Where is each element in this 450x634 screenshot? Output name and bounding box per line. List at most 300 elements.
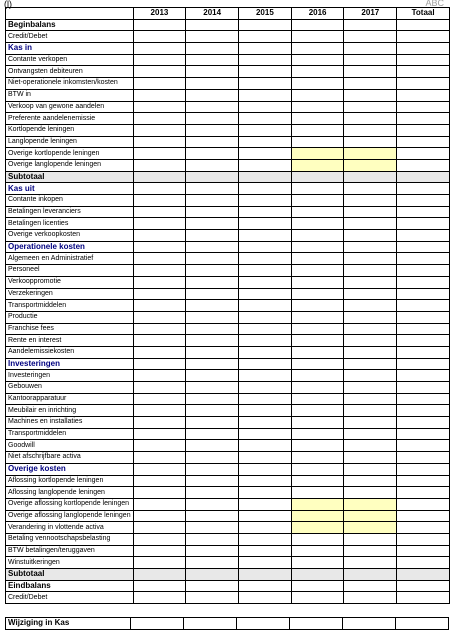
value-cell[interactable] [186,19,239,31]
value-cell[interactable] [291,498,344,510]
value-cell[interactable] [291,323,344,335]
value-cell[interactable] [344,31,397,43]
value-cell[interactable] [397,487,450,499]
value-cell[interactable] [397,265,450,277]
value-cell[interactable] [239,78,292,90]
value-cell[interactable] [186,346,239,358]
value-cell[interactable] [186,393,239,405]
value-cell[interactable] [344,66,397,78]
value-cell[interactable] [133,592,186,604]
value-cell[interactable] [239,440,292,452]
value-cell[interactable] [344,557,397,569]
value-cell[interactable] [186,592,239,604]
value-cell[interactable] [397,393,450,405]
value-cell[interactable] [291,510,344,522]
value-cell[interactable] [186,113,239,125]
value-cell[interactable] [133,545,186,557]
value-cell[interactable] [186,487,239,499]
value-cell[interactable] [239,206,292,218]
value-cell[interactable] [344,89,397,101]
value-cell[interactable] [186,171,239,183]
value-cell[interactable] [397,206,450,218]
value-cell[interactable] [239,19,292,31]
value-cell[interactable] [133,346,186,358]
header-col-totaal[interactable]: Totaal [397,8,450,20]
value-cell[interactable] [186,522,239,534]
value-cell[interactable] [344,148,397,160]
value-cell[interactable] [133,463,186,475]
value-cell[interactable] [133,89,186,101]
value-cell[interactable] [344,475,397,487]
value-cell[interactable] [186,265,239,277]
value-cell[interactable] [344,335,397,347]
value-cell[interactable] [397,417,450,429]
value-cell[interactable] [291,148,344,160]
value-cell[interactable] [239,276,292,288]
value-cell[interactable] [344,300,397,312]
value-cell[interactable] [291,19,344,31]
value-cell[interactable] [291,230,344,242]
value-cell[interactable] [397,159,450,171]
value-cell[interactable] [239,311,292,323]
value-cell[interactable] [186,253,239,265]
value-cell[interactable] [239,253,292,265]
value-cell[interactable] [239,580,292,592]
value-cell[interactable] [397,557,450,569]
value-cell[interactable] [186,136,239,148]
value-cell[interactable] [291,54,344,66]
value-cell[interactable] [133,206,186,218]
value-cell[interactable] [397,66,450,78]
value-cell[interactable] [186,440,239,452]
value-cell[interactable] [186,195,239,207]
value-cell[interactable] [344,463,397,475]
value-cell[interactable] [344,124,397,136]
value-cell[interactable] [397,300,450,312]
value-cell[interactable] [186,358,239,370]
value-cell[interactable] [186,101,239,113]
value-cell[interactable] [239,31,292,43]
value-cell[interactable] [397,230,450,242]
value-cell[interactable] [239,136,292,148]
value-cell[interactable] [239,241,292,253]
value-cell[interactable] [291,300,344,312]
value-cell[interactable] [239,300,292,312]
value-cell[interactable] [133,101,186,113]
value-cell[interactable] [397,545,450,557]
value-cell[interactable] [133,417,186,429]
value-cell[interactable] [133,19,186,31]
value-cell[interactable] [291,417,344,429]
value-cell[interactable] [133,300,186,312]
value-cell[interactable] [291,276,344,288]
value-cell[interactable] [133,230,186,242]
value-cell[interactable] [239,417,292,429]
value-cell[interactable] [133,533,186,545]
value-cell[interactable] [239,43,292,55]
value-cell[interactable] [291,253,344,265]
value-cell[interactable] [186,545,239,557]
value-cell[interactable] [291,580,344,592]
value-cell[interactable] [239,569,292,581]
value-cell[interactable] [397,54,450,66]
value-cell[interactable] [344,417,397,429]
value-cell[interactable] [239,358,292,370]
value-cell[interactable] [397,311,450,323]
value-cell[interactable] [133,171,186,183]
value-cell[interactable] [397,569,450,581]
value-cell[interactable] [397,124,450,136]
header-col-2013[interactable]: 2013 [133,8,186,20]
header-col-2015[interactable]: 2015 [239,8,292,20]
value-cell[interactable] [397,136,450,148]
value-cell[interactable] [133,311,186,323]
value-cell[interactable] [344,323,397,335]
value-cell[interactable] [397,346,450,358]
value-cell[interactable] [186,288,239,300]
value-cell[interactable] [239,498,292,510]
value-cell[interactable] [239,393,292,405]
value-cell[interactable] [186,300,239,312]
value-cell[interactable] [344,43,397,55]
value-cell[interactable] [133,253,186,265]
value-cell[interactable] [133,31,186,43]
value-cell[interactable] [133,475,186,487]
value-cell[interactable] [239,382,292,394]
value-cell[interactable] [133,487,186,499]
value-cell[interactable] [133,265,186,277]
value-cell[interactable] [186,148,239,160]
value-cell[interactable] [397,533,450,545]
value-cell[interactable] [133,148,186,160]
value-cell[interactable] [239,405,292,417]
value-cell[interactable] [186,557,239,569]
value-cell[interactable] [133,124,186,136]
value-cell[interactable] [239,335,292,347]
value-cell[interactable] [133,335,186,347]
value-cell[interactable] [344,288,397,300]
cash-change-cell-2017[interactable] [343,618,396,630]
value-cell[interactable] [397,382,450,394]
value-cell[interactable] [133,113,186,125]
value-cell[interactable] [291,487,344,499]
value-cell[interactable] [291,358,344,370]
value-cell[interactable] [397,452,450,464]
value-cell[interactable] [186,370,239,382]
value-cell[interactable] [133,580,186,592]
value-cell[interactable] [133,195,186,207]
value-cell[interactable] [186,475,239,487]
cash-change-cell-2013[interactable] [131,618,184,630]
value-cell[interactable] [186,463,239,475]
value-cell[interactable] [186,31,239,43]
value-cell[interactable] [397,113,450,125]
value-cell[interactable] [239,66,292,78]
value-cell[interactable] [133,218,186,230]
value-cell[interactable] [397,580,450,592]
value-cell[interactable] [397,253,450,265]
value-cell[interactable] [397,19,450,31]
value-cell[interactable] [397,148,450,160]
value-cell[interactable] [186,417,239,429]
value-cell[interactable] [397,440,450,452]
value-cell[interactable] [291,78,344,90]
value-cell[interactable] [344,393,397,405]
value-cell[interactable] [344,78,397,90]
value-cell[interactable] [133,323,186,335]
value-cell[interactable] [239,475,292,487]
value-cell[interactable] [397,288,450,300]
value-cell[interactable] [344,230,397,242]
value-cell[interactable] [344,101,397,113]
value-cell[interactable] [397,241,450,253]
value-cell[interactable] [291,183,344,195]
value-cell[interactable] [239,487,292,499]
value-cell[interactable] [344,241,397,253]
value-cell[interactable] [239,533,292,545]
value-cell[interactable] [344,54,397,66]
value-cell[interactable] [239,545,292,557]
value-cell[interactable] [239,195,292,207]
value-cell[interactable] [291,533,344,545]
value-cell[interactable] [186,569,239,581]
value-cell[interactable] [344,218,397,230]
value-cell[interactable] [344,569,397,581]
cash-change-cell-2014[interactable] [184,618,237,630]
value-cell[interactable] [133,66,186,78]
value-cell[interactable] [133,510,186,522]
value-cell[interactable] [239,346,292,358]
value-cell[interactable] [344,171,397,183]
value-cell[interactable] [397,358,450,370]
value-cell[interactable] [133,440,186,452]
value-cell[interactable] [291,393,344,405]
value-cell[interactable] [186,183,239,195]
value-cell[interactable] [344,580,397,592]
value-cell[interactable] [186,382,239,394]
value-cell[interactable] [239,218,292,230]
value-cell[interactable] [344,382,397,394]
value-cell[interactable] [397,89,450,101]
value-cell[interactable] [239,557,292,569]
value-cell[interactable] [239,288,292,300]
value-cell[interactable] [397,592,450,604]
value-cell[interactable] [186,323,239,335]
value-cell[interactable] [133,54,186,66]
value-cell[interactable] [291,265,344,277]
value-cell[interactable] [344,136,397,148]
value-cell[interactable] [344,159,397,171]
value-cell[interactable] [133,405,186,417]
value-cell[interactable] [186,159,239,171]
value-cell[interactable] [397,405,450,417]
value-cell[interactable] [344,265,397,277]
value-cell[interactable] [186,241,239,253]
value-cell[interactable] [344,346,397,358]
value-cell[interactable] [291,452,344,464]
value-cell[interactable] [186,335,239,347]
value-cell[interactable] [291,66,344,78]
value-cell[interactable] [291,159,344,171]
value-cell[interactable] [291,101,344,113]
value-cell[interactable] [133,43,186,55]
cash-change-cell-totaal[interactable] [396,618,449,630]
value-cell[interactable] [186,218,239,230]
value-cell[interactable] [291,206,344,218]
value-cell[interactable] [397,276,450,288]
value-cell[interactable] [344,183,397,195]
value-cell[interactable] [133,382,186,394]
value-cell[interactable] [344,498,397,510]
value-cell[interactable] [291,335,344,347]
value-cell[interactable] [239,89,292,101]
value-cell[interactable] [397,522,450,534]
value-cell[interactable] [133,452,186,464]
value-cell[interactable] [291,475,344,487]
value-cell[interactable] [397,183,450,195]
value-cell[interactable] [344,533,397,545]
value-cell[interactable] [397,335,450,347]
value-cell[interactable] [344,253,397,265]
value-cell[interactable] [291,569,344,581]
value-cell[interactable] [291,522,344,534]
value-cell[interactable] [186,230,239,242]
value-cell[interactable] [344,522,397,534]
value-cell[interactable] [239,265,292,277]
header-col-2016[interactable]: 2016 [291,8,344,20]
value-cell[interactable] [239,592,292,604]
value-cell[interactable] [344,592,397,604]
value-cell[interactable] [397,463,450,475]
value-cell[interactable] [186,428,239,440]
value-cell[interactable] [397,475,450,487]
value-cell[interactable] [133,498,186,510]
value-cell[interactable] [239,148,292,160]
value-cell[interactable] [344,195,397,207]
value-cell[interactable] [397,43,450,55]
value-cell[interactable] [397,428,450,440]
value-cell[interactable] [397,101,450,113]
value-cell[interactable] [186,311,239,323]
value-cell[interactable] [291,311,344,323]
value-cell[interactable] [133,557,186,569]
value-cell[interactable] [186,43,239,55]
value-cell[interactable] [291,136,344,148]
value-cell[interactable] [397,31,450,43]
value-cell[interactable] [239,370,292,382]
header-col-2017[interactable]: 2017 [344,8,397,20]
value-cell[interactable] [397,370,450,382]
value-cell[interactable] [186,276,239,288]
value-cell[interactable] [133,183,186,195]
value-cell[interactable] [239,522,292,534]
value-cell[interactable] [344,428,397,440]
value-cell[interactable] [186,498,239,510]
value-cell[interactable] [344,358,397,370]
value-cell[interactable] [291,31,344,43]
value-cell[interactable] [186,124,239,136]
value-cell[interactable] [133,276,186,288]
value-cell[interactable] [239,323,292,335]
value-cell[interactable] [344,545,397,557]
value-cell[interactable] [291,113,344,125]
value-cell[interactable] [133,159,186,171]
value-cell[interactable] [291,405,344,417]
value-cell[interactable] [133,569,186,581]
value-cell[interactable] [291,440,344,452]
header-col-2014[interactable]: 2014 [186,8,239,20]
value-cell[interactable] [186,452,239,464]
value-cell[interactable] [133,522,186,534]
value-cell[interactable] [291,428,344,440]
value-cell[interactable] [344,206,397,218]
value-cell[interactable] [291,124,344,136]
value-cell[interactable] [397,498,450,510]
value-cell[interactable] [186,89,239,101]
value-cell[interactable] [239,510,292,522]
value-cell[interactable] [186,206,239,218]
value-cell[interactable] [186,54,239,66]
value-cell[interactable] [239,428,292,440]
value-cell[interactable] [397,323,450,335]
value-cell[interactable] [239,159,292,171]
value-cell[interactable] [291,545,344,557]
value-cell[interactable] [397,78,450,90]
value-cell[interactable] [133,241,186,253]
value-cell[interactable] [239,171,292,183]
value-cell[interactable] [291,218,344,230]
value-cell[interactable] [186,533,239,545]
value-cell[interactable] [291,557,344,569]
value-cell[interactable] [239,230,292,242]
value-cell[interactable] [133,288,186,300]
value-cell[interactable] [397,510,450,522]
value-cell[interactable] [344,276,397,288]
value-cell[interactable] [291,241,344,253]
value-cell[interactable] [291,89,344,101]
value-cell[interactable] [186,580,239,592]
value-cell[interactable] [291,346,344,358]
value-cell[interactable] [239,463,292,475]
value-cell[interactable] [133,136,186,148]
value-cell[interactable] [291,195,344,207]
value-cell[interactable] [186,510,239,522]
value-cell[interactable] [344,487,397,499]
value-cell[interactable] [344,440,397,452]
cash-change-cell-2015[interactable] [237,618,290,630]
value-cell[interactable] [239,101,292,113]
value-cell[interactable] [133,358,186,370]
value-cell[interactable] [239,54,292,66]
cash-change-cell-2016[interactable] [290,618,343,630]
value-cell[interactable] [397,171,450,183]
value-cell[interactable] [344,311,397,323]
value-cell[interactable] [344,370,397,382]
value-cell[interactable] [133,428,186,440]
value-cell[interactable] [291,370,344,382]
value-cell[interactable] [291,171,344,183]
value-cell[interactable] [344,405,397,417]
value-cell[interactable] [291,43,344,55]
value-cell[interactable] [186,66,239,78]
value-cell[interactable] [291,463,344,475]
value-cell[interactable] [133,78,186,90]
value-cell[interactable] [397,195,450,207]
value-cell[interactable] [291,592,344,604]
value-cell[interactable] [291,288,344,300]
value-cell[interactable] [133,393,186,405]
value-cell[interactable] [239,183,292,195]
